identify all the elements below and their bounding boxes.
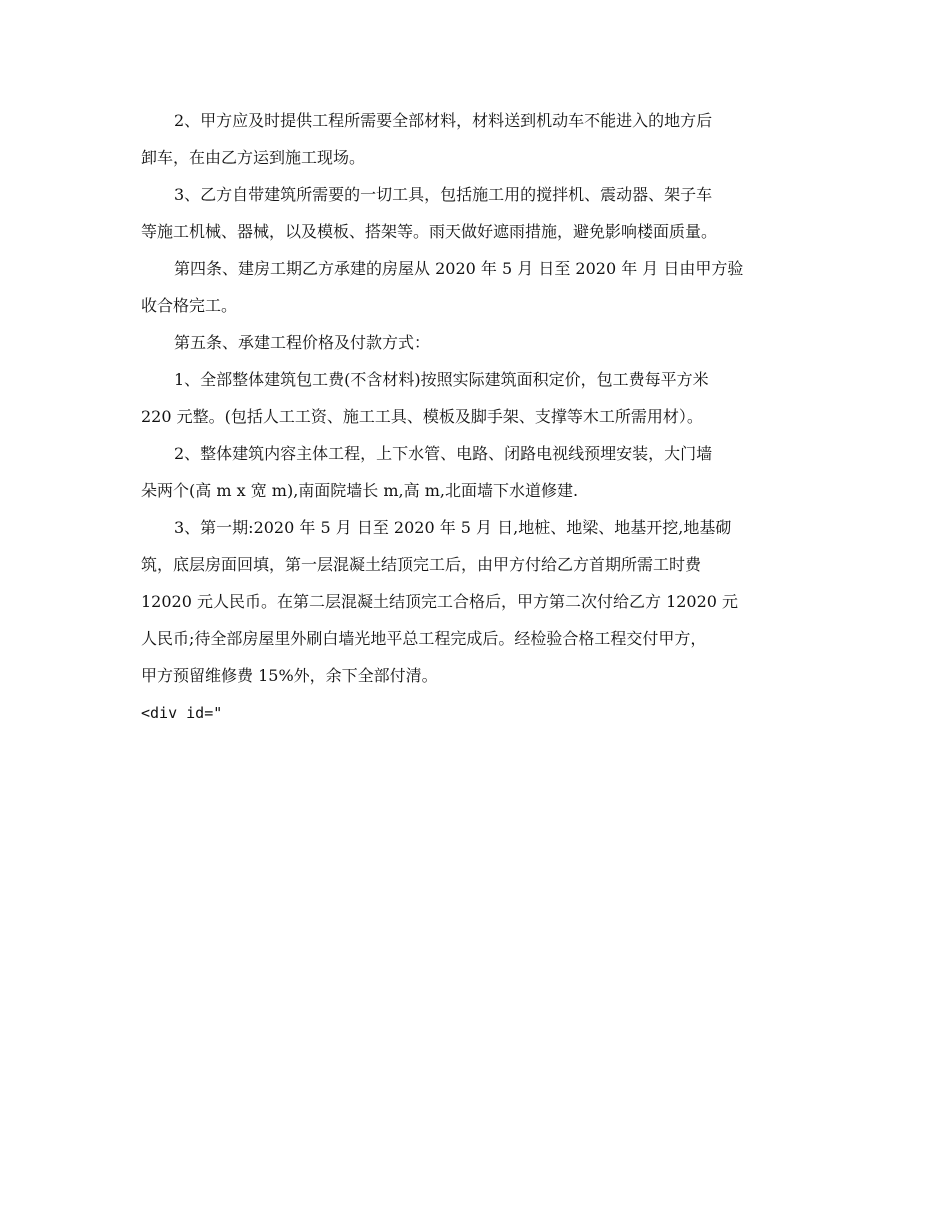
trailing-code-fragment: <div id=" (141, 704, 223, 722)
paragraph-7-line-4: 人民币;待全部房屋里外刷白墙光地平总工程完成后。经检验合格工程交付甲方， (141, 629, 707, 648)
paragraph-7-line-2: 筑，底层房面回填，第一层混凝土结顶完工后，由甲方付给乙方首期所需工时费 (141, 555, 702, 574)
paragraph-4-line-1: 第五条、承建工程价格及付款方式： (174, 333, 431, 352)
document-page (141, 112, 813, 722)
paragraph-5-line-1: 1、全部整体建筑包工费(不含材料)按照实际建筑面积定价，包工费每平方米 (174, 370, 709, 389)
paragraph-3-line-2: 收合格完工。 (141, 296, 238, 315)
paragraph-7-line-3: 12020 元人民币。在第二层混凝土结顶完工合格后，甲方第二次付给乙方 12020 元 (141, 592, 739, 611)
paragraph-6-line-2: 朵两个(高 m x 宽 m),南面院墙长 m,高 m,北面墙下水道修建. (141, 481, 579, 500)
paragraph-6-line-1: 2、整体建筑内容主体工程，上下水管、电路、闭路电视线预埋安装，大门墙 (174, 444, 713, 463)
paragraph-2-line-2: 等施工机械、器械，以及模板、搭架等。雨天做好遮雨措施，避免影响楼面质量。 (141, 222, 718, 241)
paragraph-5-line-2: 220 元整。(包括人工工资、施工工具、模板及脚手架、支撑等木工所需用材）。 (141, 407, 703, 426)
paragraph-1-line-2: 卸车，在由乙方运到施工现场。 (141, 148, 366, 167)
paragraph-7-line-5: 甲方预留维修费 15%外，余下全部付清。 (141, 666, 438, 685)
paragraph-3-line-1: 第四条、建房工期乙方承建的房屋从 2020 年 5 月 日至 2020 年 月 日由甲方验 (174, 259, 744, 278)
paragraph-7-line-1: 3、第一期:2020 年 5 月 日至 2020 年 5 月 日,地桩、地梁、地基开挖,地基砌 (174, 518, 732, 537)
paragraph-2-line-1: 3、乙方自带建筑所需要的一切工具，包括施工用的搅拌机、震动器、架子车 (174, 185, 713, 204)
paragraph-1-line-1: 2、甲方应及时提供工程所需要全部材料，材料送到机动车不能进入的地方后 (174, 111, 713, 130)
